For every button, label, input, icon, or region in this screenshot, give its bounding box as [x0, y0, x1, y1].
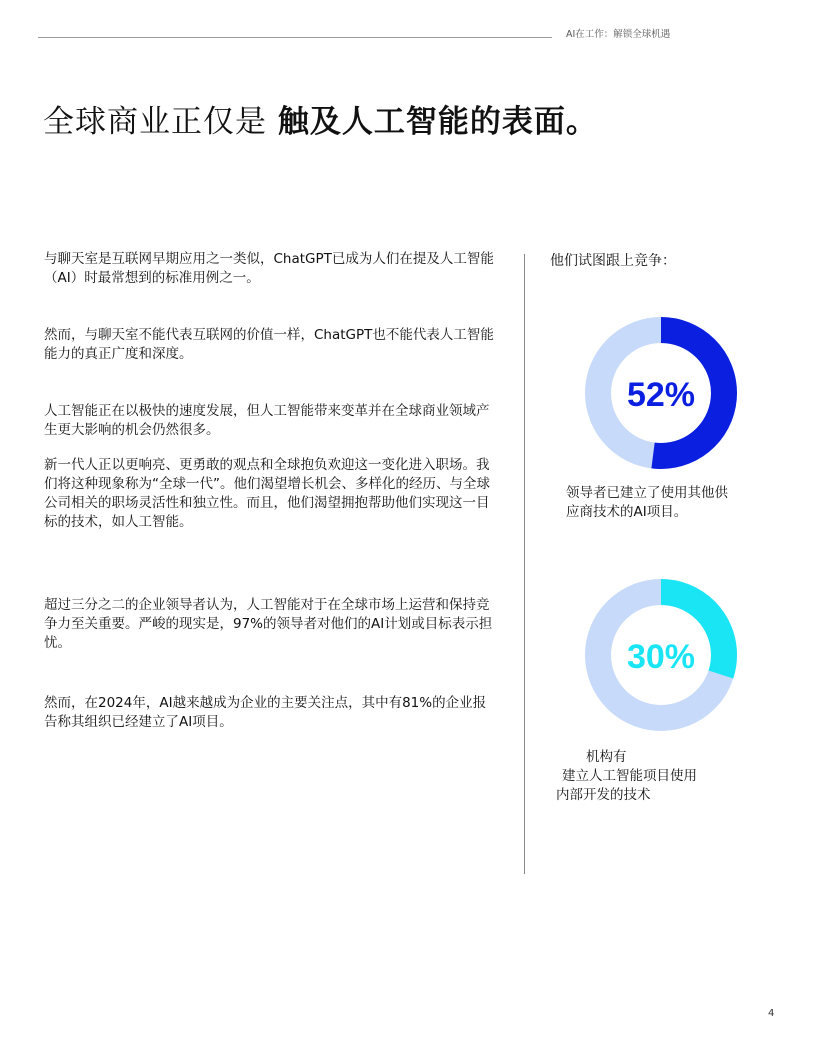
stat-percent-label: 30% — [626, 638, 696, 676]
column-divider — [524, 254, 525, 874]
stat-donut-30 — [584, 578, 738, 732]
stat-caption-52 — [566, 484, 728, 522]
caption-line: 机构有 — [586, 749, 627, 765]
body-paragraph-2: 然而，与聊天室不能代表互联网的价值一样，ChatGPT也不能代表人工智能能力的真正广度和深度。 — [44, 327, 494, 362]
stat-percent-label: 52% — [626, 376, 696, 414]
body-paragraph-1: 与聊天室是互联网早期应用之一类似，ChatGPT已成为人们在提及人工智能（AI）时最常想到的标准用例之一。 — [44, 251, 494, 286]
caption-line: 领导者已建立了使用其他供 — [566, 485, 728, 501]
page-title-regular: 全球商业正仅是 — [43, 104, 267, 140]
body-paragraph-4: 新一代人正以更响亮、更勇敢的观点和全球抱负欢迎这一变化进入职场。我们将这种现象称为“全球一代”。他们渴望增长机会、多样化的经历、与全球公司相关的职场灵活性和独立性。而且，他们渴望拥抱帮助他们实现这一目标的技术，如人工智能。 — [44, 457, 490, 530]
stat-donut-52 — [584, 316, 738, 470]
header-rule — [38, 37, 552, 38]
body-paragraph-3: 人工智能正在以极快的速度发展，但人工智能带来变革并在全球商业领域产生更大影响的机会仍然很多。 — [44, 403, 490, 438]
page-title — [43, 96, 598, 141]
caption-line: 建立人工智能项目使用 — [562, 768, 697, 784]
sidebar-heading: 他们试图跟上竞争： — [550, 253, 676, 269]
page-number: 4 — [768, 1008, 775, 1019]
caption-line: 内部开发的技术 — [556, 787, 651, 803]
body-paragraph-6: 然而，在2024年，AI越来越成为企业的主要关注点，其中有81%的企业报告称其组织已经建立了AI项目。 — [44, 695, 487, 730]
page-title-bold: 触及人工智能的表面。 — [277, 104, 598, 140]
caption-line: 应商技术的AI项目。 — [566, 504, 688, 520]
stat-caption-30 — [556, 748, 697, 805]
running-header: AI在工作：解锁全球机遇 — [566, 29, 671, 40]
body-paragraph-5: 超过三分之二的企业领导者认为，人工智能对于在全球市场上运营和保持竞争力至关重要。严峻的现实是，97%的领导者对他们的AI计划或目标表示担忧。 — [44, 597, 493, 651]
